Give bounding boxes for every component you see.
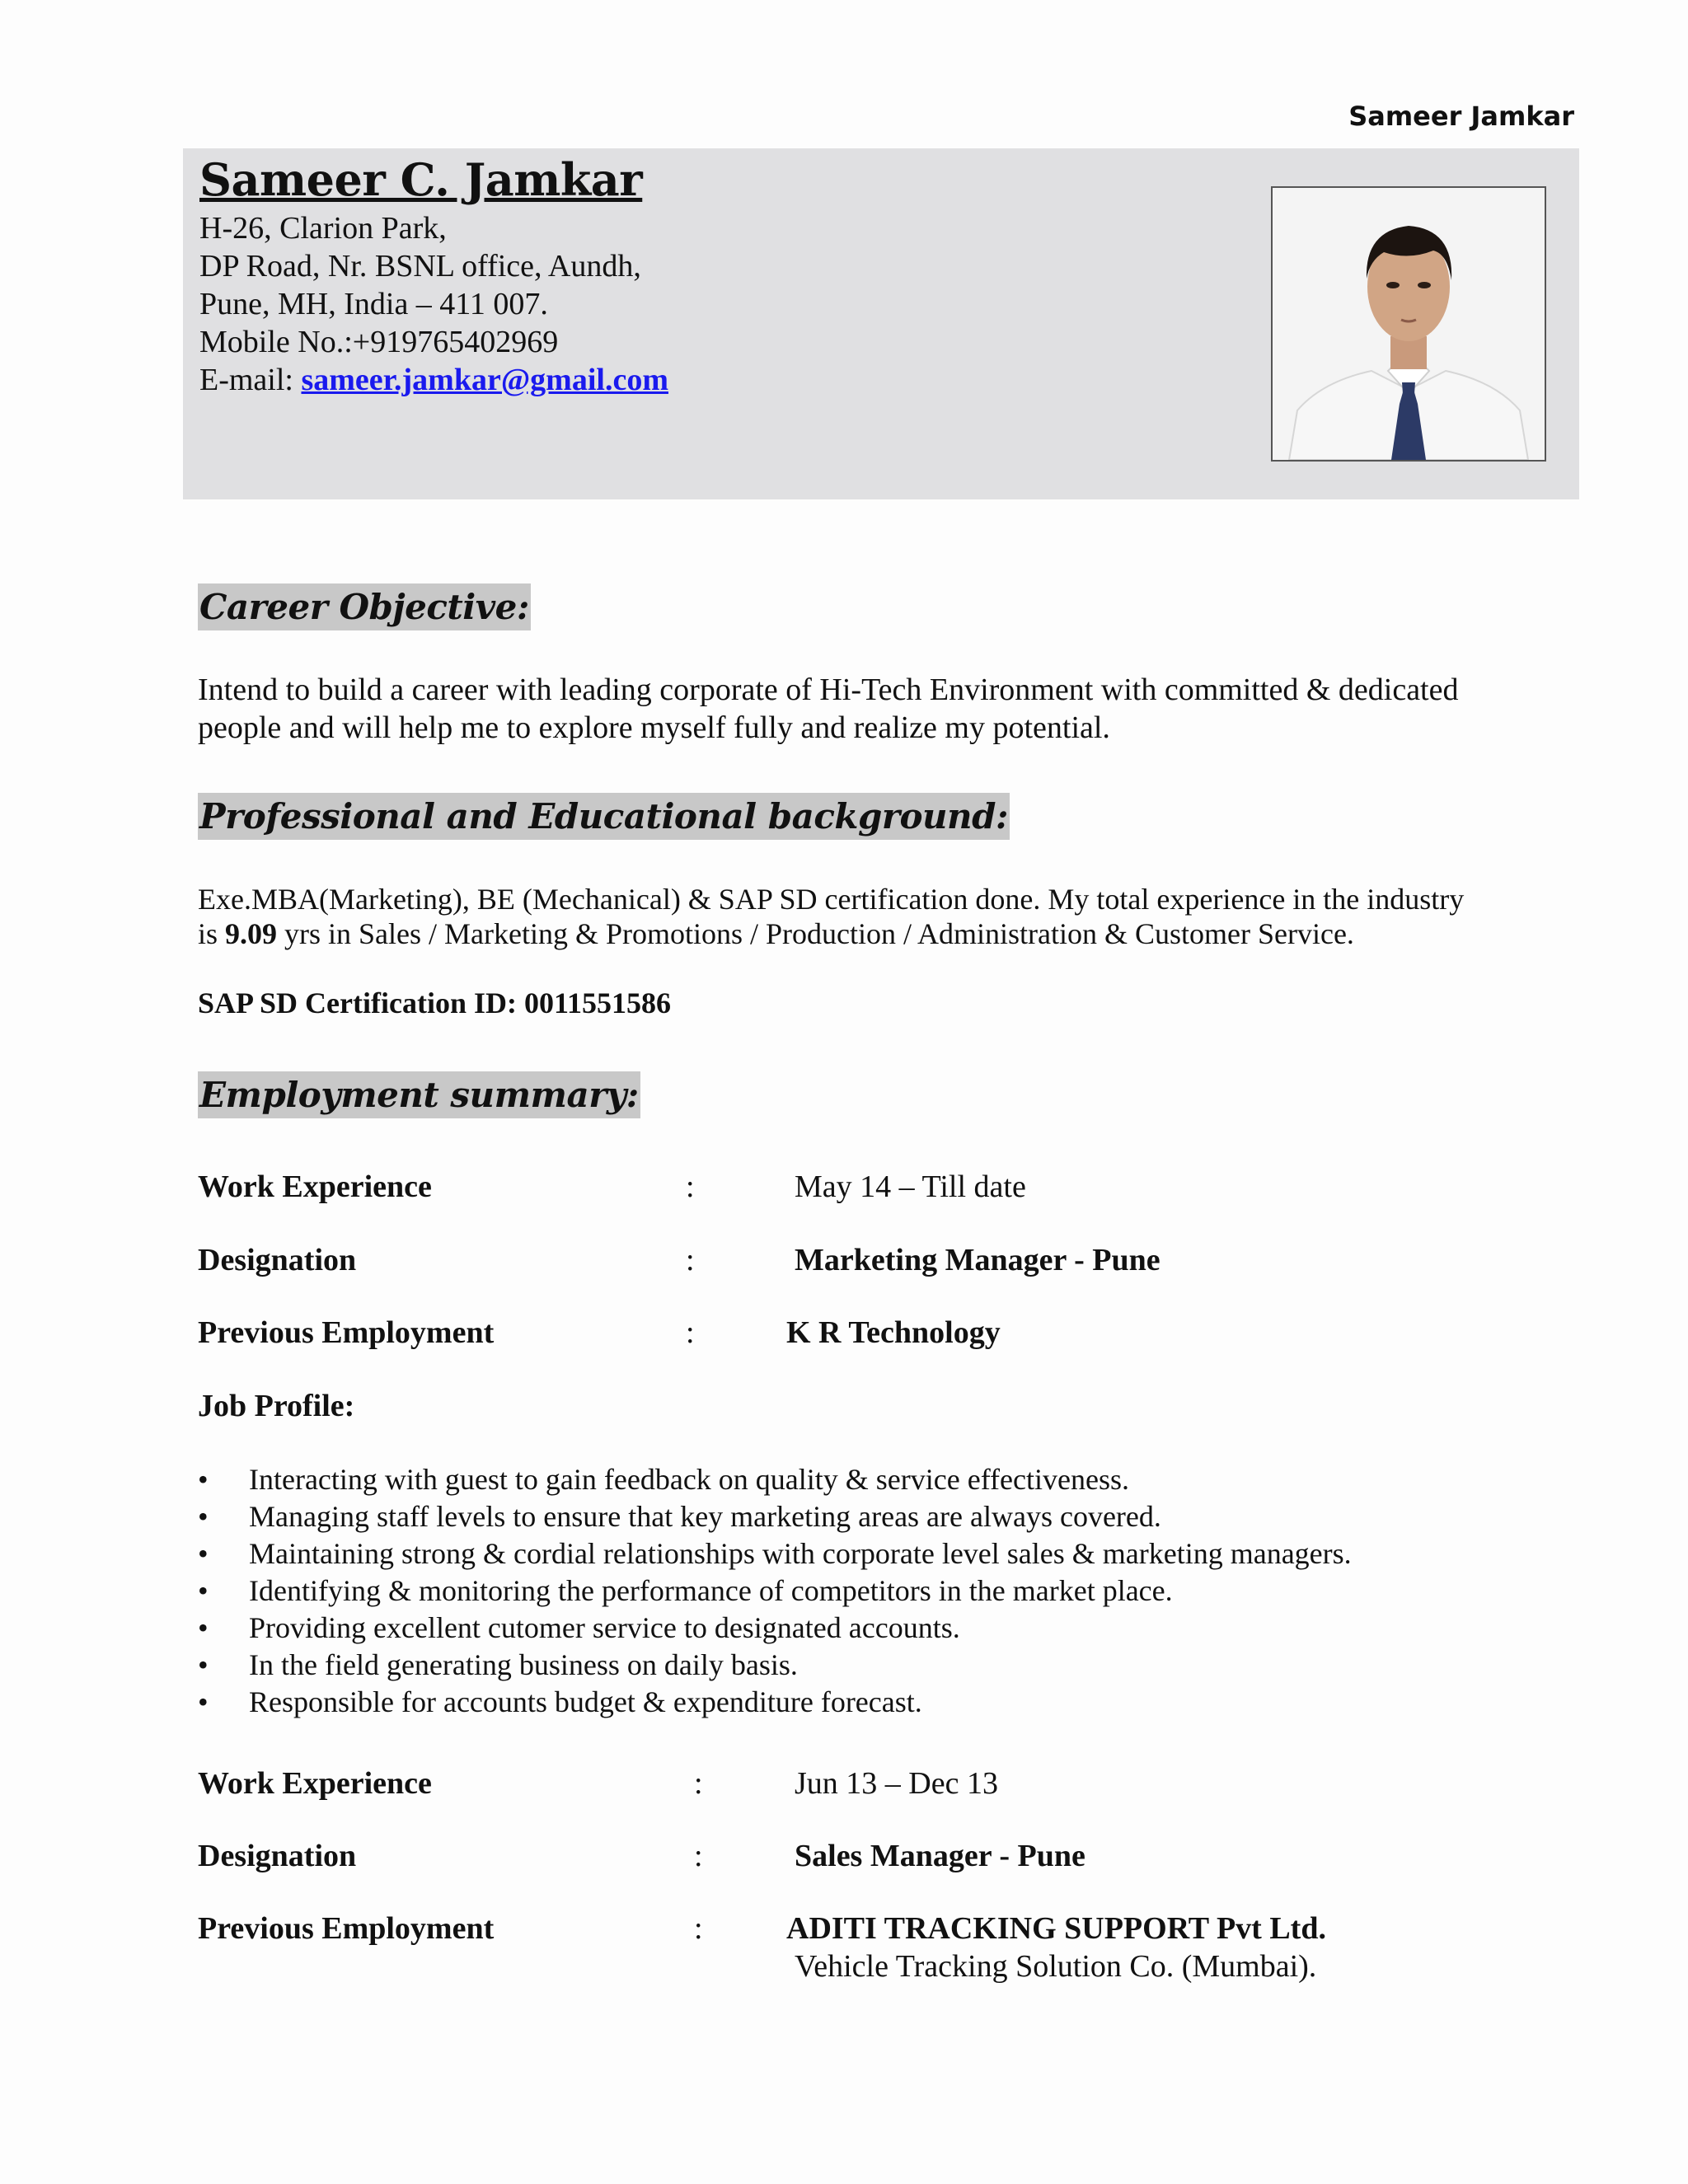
previous-employment-value: K R Technology xyxy=(786,1315,1001,1350)
bullet: • xyxy=(198,1648,209,1681)
previous-employment-detail-row xyxy=(198,1948,1517,1990)
designation-label: Designation xyxy=(198,1839,357,1873)
employment-summary-heading: Employment summary: xyxy=(198,1071,640,1118)
list-item-text: Managing staff levels to ensure that key marketing areas are always covered. xyxy=(249,1500,1161,1533)
separator-colon: : xyxy=(694,1911,703,1946)
background-heading: Professional and Educational background: xyxy=(198,793,1010,840)
bullet: • xyxy=(198,1463,209,1496)
job-profile-list xyxy=(198,1461,1517,1721)
designation-value: Sales Manager - Pune xyxy=(795,1839,1085,1873)
mobile-number: Mobile No.:+919765402969 xyxy=(199,325,559,359)
previous-employment-label: Previous Employment xyxy=(198,1315,495,1350)
email-label: E-mail: xyxy=(199,363,302,397)
sap-certification-id: SAP SD Certification ID: 0011551586 xyxy=(198,987,671,1019)
work-experience-label: Work Experience xyxy=(198,1169,432,1204)
background-text-part: yrs in Sales / Marketing & Promotions / Production / Administration & Customer Service. xyxy=(277,917,1354,950)
list-item xyxy=(198,1498,1517,1535)
bullet: • xyxy=(198,1574,209,1607)
candidate-name: Sameer C. Jamkar xyxy=(199,153,643,206)
address-line: Pune, MH, India – 411 007. xyxy=(199,287,548,321)
list-item-text: Interacting with guest to gain feedback on quality & service effectiveness. xyxy=(249,1463,1129,1496)
designation-row xyxy=(198,1838,1517,1879)
list-item xyxy=(198,1535,1517,1572)
bullet: • xyxy=(198,1537,209,1570)
contact-box xyxy=(183,148,1579,499)
bullet: • xyxy=(198,1500,209,1533)
separator-colon: : xyxy=(686,1169,695,1204)
list-item-text: Providing excellent cutomer service to designated accounts. xyxy=(249,1611,960,1644)
work-experience-row xyxy=(198,1169,1517,1210)
list-item xyxy=(198,1647,1517,1684)
list-item-text: Identifying & monitoring the performance of competitors in the market place. xyxy=(249,1574,1173,1607)
address-line: DP Road, Nr. BSNL office, Aundh, xyxy=(199,249,641,284)
list-item-text: Responsible for accounts budget & expenditure forecast. xyxy=(249,1685,922,1718)
list-item-text: In the field generating business on daily basis. xyxy=(249,1648,798,1681)
designation-row xyxy=(198,1242,1517,1283)
profile-photo xyxy=(1271,186,1546,462)
job-profile-heading: Job Profile: xyxy=(198,1389,355,1423)
contact-details xyxy=(199,209,668,399)
designation-value: Marketing Manager - Pune xyxy=(795,1243,1160,1277)
list-item xyxy=(198,1610,1517,1647)
previous-employment-label: Previous Employment xyxy=(198,1911,495,1946)
page-header-name: Sameer Jamkar xyxy=(1348,101,1574,132)
list-item xyxy=(198,1572,1517,1610)
previous-employment-row xyxy=(198,1315,1517,1356)
list-item-text: Maintaining strong & cordial relationships with corporate level sales & marketing managers. xyxy=(249,1537,1352,1570)
experience-years: 9.09 xyxy=(225,917,278,950)
separator-colon: : xyxy=(686,1243,695,1277)
work-experience-value: Jun 13 – Dec 13 xyxy=(795,1766,998,1801)
previous-employment-row xyxy=(198,1910,1517,1952)
bullet: • xyxy=(198,1611,209,1644)
career-objective-heading: Career Objective: xyxy=(198,583,531,630)
background-text-part: Exe.MBA(Marketing), BE (Mechanical) & SAP SD certification done. My total experience in the industry is xyxy=(198,883,1465,950)
address-line: H-26, Clarion Park, xyxy=(199,211,447,246)
previous-employment-detail: Vehicle Tracking Solution Co. (Mumbai). xyxy=(795,1949,1317,1984)
background-text xyxy=(198,882,1484,951)
separator-colon: : xyxy=(694,1766,703,1801)
list-item xyxy=(198,1461,1517,1498)
separator-colon: : xyxy=(686,1315,695,1350)
previous-employment-value: ADITI TRACKING SUPPORT Pvt Ltd. xyxy=(786,1911,1326,1946)
work-experience-row xyxy=(198,1765,1517,1807)
email-link[interactable]: sameer.jamkar@gmail.com xyxy=(301,363,668,397)
bullet: • xyxy=(198,1685,209,1718)
separator-colon: : xyxy=(694,1839,703,1873)
career-objective-text: Intend to build a career with leading corporate of Hi-Tech Environment with committed & dedicated people and will help me to explore myself fully and realize my potential. xyxy=(198,673,1459,745)
work-experience-label: Work Experience xyxy=(198,1766,432,1801)
work-experience-value: May 14 – Till date xyxy=(795,1169,1026,1204)
email-line xyxy=(199,361,668,399)
designation-label: Designation xyxy=(198,1243,357,1277)
list-item xyxy=(198,1684,1517,1721)
person-portrait-icon xyxy=(1273,188,1545,460)
